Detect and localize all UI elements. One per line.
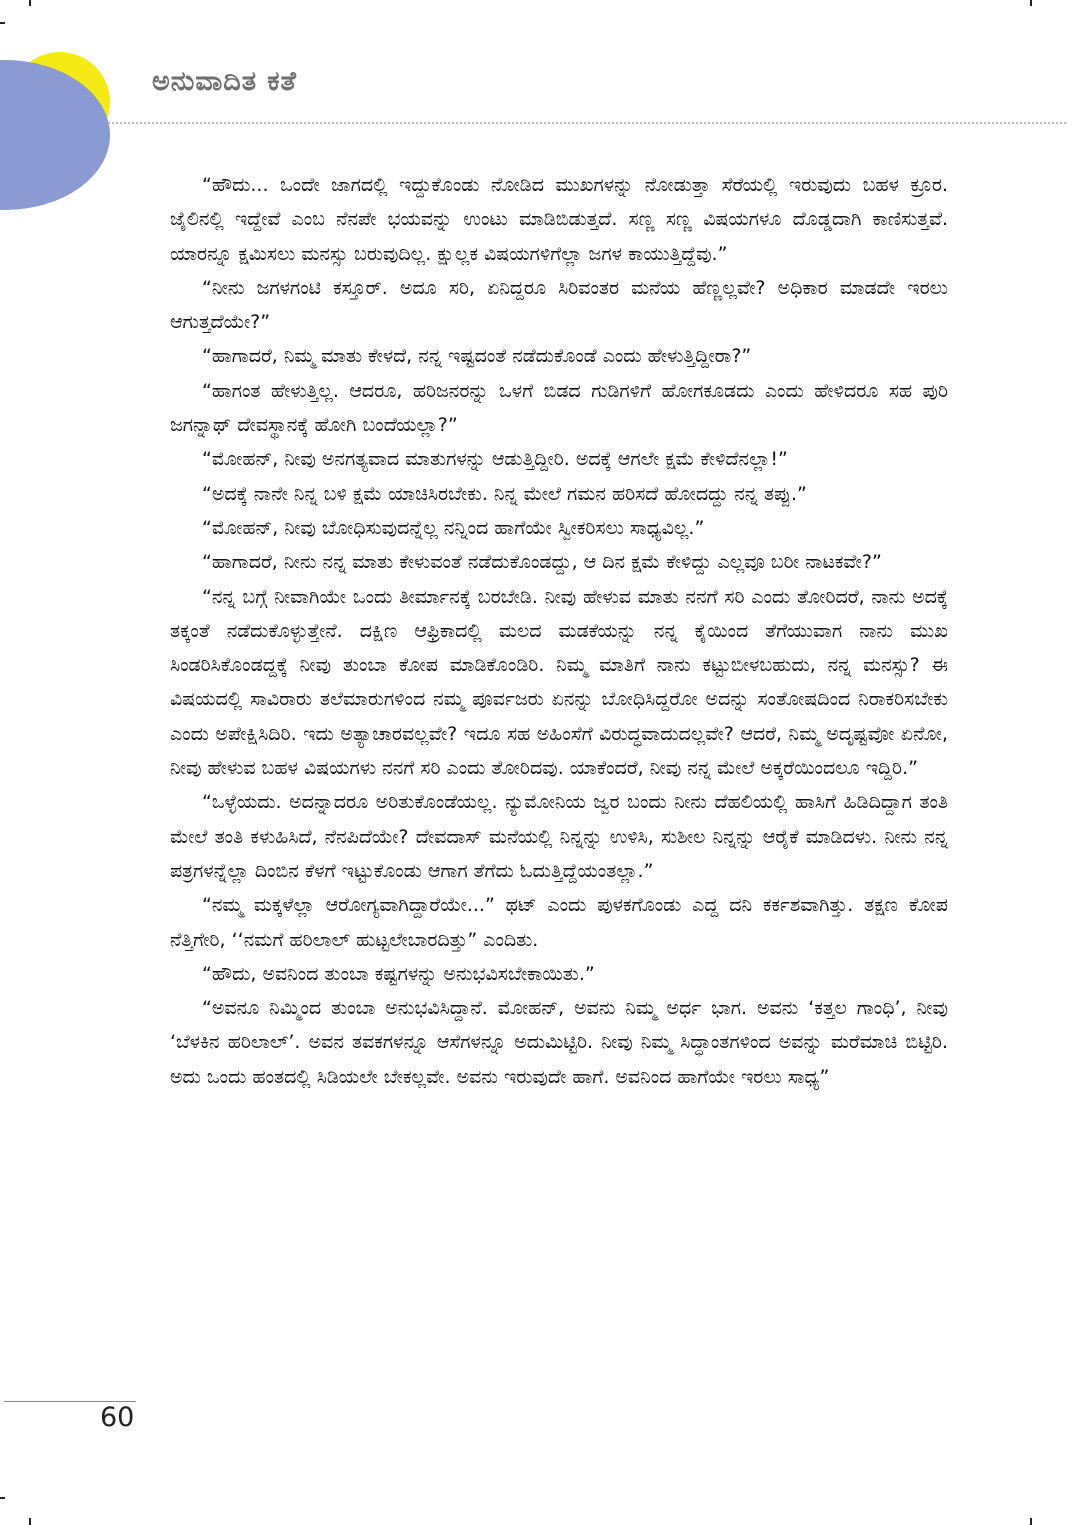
crop-mark-top-left [0, 22, 5, 24]
crop-mark-top-center [29, 0, 31, 6]
crop-mark-bottom-left [0, 1497, 5, 1499]
paragraph: “ಒಳ್ಳೆಯದು. ಅದನ್ನಾದರೂ ಅರಿತುಕೊಂಡೆಯಲ್ಲ. ನ್ಯುಮೋನಿಯ ಜ್ವರ ಬಂದು ನೀನು ದೆಹಲಿಯಲ್ಲಿ ಹಾಸಿಗೆ ಹಿಡಿದಿದ್ದಾಗ ತಂತಿ ಮೇಲೆ ತಂತಿ ಕಳುಹಿಸಿದೆ, ನೆನಪಿದೆಯೇ? ದೇವದಾಸ್ ಮನೆಯಲ್ಲಿ ನಿನ್ನನ್ನು ಉಳಿಸಿ, ಸುಶೀಲ ನಿನ್ನನ್ನು ಆರೈಕೆ ಮಾಡಿದಳು. ನೀನು ನನ್ನ ಪತ್ರಗಳನ್ನೆಲ್ಲಾ ದಿಂಬಿನ ಕೆಳಗೆ ಇಟ್ಟುಕೊಂಡು ಆಗಾಗ ತೆಗೆದು ಓದುತ್ತಿದ್ದೆಯಂತಲ್ಲಾ.” [170, 791, 948, 882]
paragraph: “ಹಾಗಂತ ಹೇಳುತ್ತಿಲ್ಲ. ಆದರೂ, ಹರಿಜನರನ್ನು ಒಳಗೆ ಬಿಡದ ಗುಡಿಗಳಿಗೆ ಹೋಗಕೂಡದು ಎಂದು ಹೇಳಿದರೂ ಸಹ ಪುರಿ ಜಗನ್ನಾಥ್ ದೇವಸ್ಥಾನಕ್ಕೆ ಹೋಗಿ ಬಂದೆಯಲ್ಲಾ?” [170, 379, 948, 437]
paragraph: “ನೀನು ಜಗಳಗಂಟಿ ಕಸ್ತೂರ್. ಅದೂ ಸರಿ, ಏನಿದ್ದರೂ ಸಿರಿವಂತರ ಮನೆಯ ಹೆಣ್ಣಲ್ಲವೇ? ಅಧಿಕಾರ ಮಾಡದೇ ಇರಲು ಆಗುತ್ತದೆಯೇ?” [170, 276, 948, 334]
paragraph: “ನನ್ನ ಬಗ್ಗೆ ನೀವಾಗಿಯೇ ಒಂದು ತೀರ್ಮಾನಕ್ಕೆ ಬರಬೇಡಿ. ನೀವು ಹೇಳುವ ಮಾತು ನನಗೆ ಸರಿ ಎಂದು ತೋರಿದರೆ, ನಾನು ಅದಕ್ಕೆ ತಕ್ಕಂತೆ ನಡೆದುಕೊಳ್ಳುತ್ತೇನೆ. ದಕ್ಷಿಣ ಆಫ್ರಿಕಾದಲ್ಲಿ ಮಲದ ಮಡಕೆಯನ್ನು ನನ್ನ ಕೈಯಿಂದ ತೆಗೆಯುವಾಗ ನಾನು ಮುಖ ಸಿಂಡರಿಸಿಕೊಂಡದ್ದಕ್ಕೆ ನೀವು ತುಂಬಾ ಕೋಪ ಮಾಡಿಕೊಂಡಿರಿ. ನಿಮ್ಮ ಮಾತಿಗೆ ನಾನು ಕಟ್ಟುಬೀಳಬಹುದು, ನನ್ನ ಮನಸ್ಸು? ಈ ವಿಷಯದಲ್ಲಿ ಸಾವಿರಾರು ತಲೆಮಾರುಗಳಿಂದ ನಮ್ಮ ಪೂರ್ವಜರು ಏನನ್ನು ಬೋಧಿಸಿದ್ದರೋ ಅದನ್ನು ಸಂತೋಷದಿಂದ ನಿರಾಕರಿಸಬೇಕು ಎಂದು ಅಪೇಕ್ಷಿಸಿದಿರಿ. ಇದು ಅತ್ಯಾಚಾರವಲ್ಲವೇ? ಇದೂ ಸಹ ಅಹಿಂಸೆಗೆ ವಿರುದ್ಧವಾದುದಲ್ಲವೇ? ಆದರೆ, ನಿಮ್ಮ ಅದೃಷ್ಟವೋ ಏನೋ, ನೀವು ಹೇಳುವ ಬಹಳ ವಿಷಯಗಳು ನನಗೆ ಸರಿ ಎಂದು ತೋರಿದವು. ಯಾಕೆಂದರೆ, ನೀವು ನನ್ನ ಮೇಲೆ ಅಕ್ಕರೆಯಿಂದಲೂ ಇದ್ದಿರಿ.” [170, 585, 948, 780]
header-dotted-rule [108, 122, 1066, 124]
crop-mark-top-right [1030, 0, 1032, 6]
paragraph: “ಮೋಹನ್, ನೀವು ಬೋಧಿಸುವುದನ್ನೆಲ್ಲ ನನ್ನಿಂದ ಹಾಗೆಯೇ ಸ್ವೀಕರಿಸಲು ಸಾಧ್ಯವಿಲ್ಲ.” [202, 516, 705, 539]
section-title: ಅನುವಾದಿತ ಕತೆ [152, 66, 297, 97]
paragraph: “ಹೌದು... ಒಂದೇ ಜಾಗದಲ್ಲಿ ಇದ್ದುಕೊಂಡು ನೋಡಿದ ಮುಖಗಳನ್ನು ನೋಡುತ್ತಾ ಸೆರೆಯಲ್ಲಿ ಇರುವುದು ಬಹಳ ಕ್ರೂರ. ಜೈಲಿನಲ್ಲಿ ಇದ್ದೇವೆ ಎಂಬ ನೆನಪೇ ಭಯವನ್ನು ಉಂಟು ಮಾಡಿಬಿಡುತ್ತದೆ. ಸಣ್ಣ ಸಣ್ಣ ವಿಷಯಗಳೂ ದೊಡ್ಡದಾಗಿ ಕಾಣಿಸುತ್ತವೆ. ಯಾರನ್ನೂ ಕ್ಷಮಿಸಲು ಮನಸ್ಸು ಬರುವುದಿಲ್ಲ. ಕ್ಷುಲ್ಲಕ ವಿಷಯಗಳಿಗೆಲ್ಲಾ ಜಗಳ ಕಾಯುತ್ತಿದ್ದೆವು.” [170, 174, 948, 265]
paragraph: “ಅವನೂ ನಿಮ್ಮಿಂದ ತುಂಬಾ ಅನುಭವಿಸಿದ್ದಾನೆ. ಮೋಹನ್, ಅವನು ನಿಮ್ಮ ಅರ್ಧ ಭಾಗ. ಅವನು ‘ಕತ್ತಲ ಗಾಂಧಿ’, ನೀವು ‘ಬೆಳಕಿನ ಹರಿಲಾಲ್’. ಅವನ ತವಕಗಳನ್ನೂ ಆಸೆಗಳನ್ನೂ ಅದುಮಿಟ್ಟಿರಿ. ನೀವು ನಿಮ್ಮ ಸಿದ್ಧಾಂತಗಳಿಂದ ಅವನ್ನು ಮರೆಮಾಚಿ ಬಿಟ್ಟಿರಿ. ಅದು ಒಂದು ಹಂತದಲ್ಲಿ ಸಿಡಿಯಲೇ ಬೇಕಲ್ಲವೇ. ಅವನು ಇರುವುದೇ ಹಾಗೆ. ಅವನಿಂದ ಹಾಗೆಯೇ ಇರಲು ಸಾಧ್ಯ” [170, 997, 948, 1088]
crop-mark-bottom-right [1030, 1518, 1032, 1525]
paragraph: “ನಮ್ಮ ಮಕ್ಕಳೆಲ್ಲಾ ಆರೋಗ್ಯವಾಗಿದ್ದಾರೆಯೇ...” ಥಟ್ ಎಂದು ಪುಳಕಗೊಂಡು ಎದ್ದ ದನಿ ಕರ್ಕಶವಾಗಿತ್ತು. ತಕ್ಷಣ ಕೋಪ ನೆತ್ತಿಗೇರಿ, ‘‘ನಮಗೆ ಹರಿಲಾಲ್ ಹುಟ್ಟಲೇಬಾರದಿತ್ತು” ಎಂದಿತು. [170, 894, 948, 951]
paragraph: “ಹೌದು, ಅವನಿಂದ ತುಂಬಾ ಕಷ್ಟಗಳನ್ನು ಅನುಭವಿಸಬೇಕಾಯಿತು.” [202, 962, 595, 985]
story-body [170, 168, 948, 1094]
paragraph: “ಹಾಗಾದರೆ, ನೀನು ನನ್ನ ಮಾತು ಕೇಳುವಂತೆ ನಡೆದುಕೊಂಡದ್ದು, ಆ ದಿನ ಕ್ಷಮೆ ಕೇಳಿದ್ದು ಎಲ್ಲವೂ ಬರೀ ನಾಟಕವೇ?” [202, 551, 882, 574]
paragraph: “ಹಾಗಾದರೆ, ನಿಮ್ಮ ಮಾತು ಕೇಳದೆ, ನನ್ನ ಇಷ್ಟದಂತೆ ನಡೆದುಕೊಂಡೆ ಎಂದು ಹೇಳುತ್ತಿದ್ದೀರಾ?” [202, 345, 752, 368]
page-number: 60 [100, 1402, 135, 1433]
paragraph: “ಮೋಹನ್, ನೀವು ಅನಗತ್ಯವಾದ ಮಾತುಗಳನ್ನು ಆಡುತ್ತಿದ್ದೀರಿ. ಅದಕ್ಕೆ ಆಗಲೇ ಕ್ಷಮೆ ಕೇಳಿದೆನಲ್ಲಾ!” [202, 448, 788, 471]
crop-mark-bottom-center [29, 1518, 31, 1525]
paragraph: “ಅದಕ್ಕೆ ನಾನೇ ನಿನ್ನ ಬಳಿ ಕ್ಷಮೆ ಯಾಚಿಸಿರಬೇಕು. ನಿನ್ನ ಮೇಲೆ ಗಮನ ಹರಿಸದೆ ಹೋದದ್ದು ನನ್ನ ತಪ್ಪು.” [202, 482, 807, 505]
